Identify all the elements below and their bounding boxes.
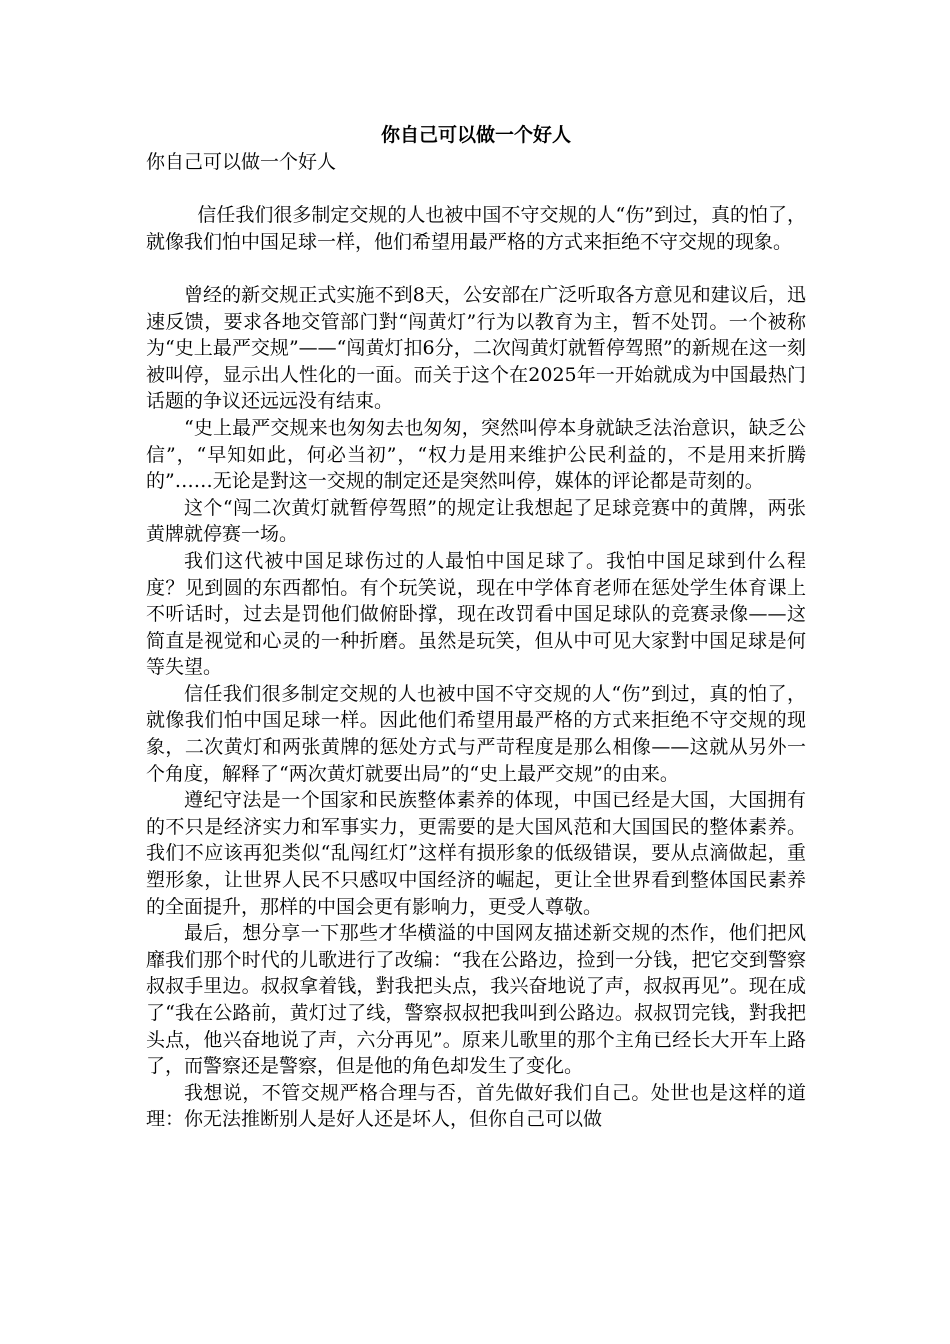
paragraph: 这个“闯二次黄灯就暂停驾照”的规定让我想起了足球竞赛中的黄牌，两张黄牌就停赛一场。: [146, 496, 806, 546]
document-title: 你自己可以做一个好人: [380, 124, 571, 146]
paragraph-intro: 信任我们很多制定交规的人也被中国不守交规的人“伤”到过，真的怕了，就像我们怕中国足球一样，他们希望用最严格的方式来拒绝不守交规的现象。: [146, 204, 806, 253]
paragraph: 曾经的新交规正式实施不到8天，公安部在广泛听取各方意见和建议后，迅速反馈，要求各地交管部门對“闯黄灯”行为以教育为主，暂不处罚。一个被称为“史上最严交规”——“闯黄灯扣6分，二次闯黄灯就暂停驾照”的新规在这一刻被叫停，显示出人性化的一面。而关于这个在2025年一开始就成为中国最热门话题的争议还远远没有结束。: [146, 283, 806, 413]
paragraph: 遵纪守法是一个国家和民族整体素养的体现，中国已经是大国，大国拥有的不只是经济实力和军事实力，更需要的是大国风范和大国国民的整体素养。我们不应该再犯类似“乱闯红灯”这样有损形象的低级错误，要从点滴做起，重塑形象，让世界人民不只感叹中国经济的崛起，更让全世界看到整体国民素养的全面提升，那样的中国会更有影响力，更受人尊敬。: [146, 789, 806, 918]
paragraph: “史上最严交规来也匆匆去也匆匆，突然叫停本身就缺乏法治意识，缺乏公信”，“早知如此，何必当初”，“权力是用来维护公民利益的，不是用来折腾的”……无论是對这一交规的制定还是突然叫停，媒体的评论都是苛刻的。: [146, 416, 806, 493]
paragraph: 我想说，不管交规严格合理与否，首先做好我们自己。处世也是这样的道理：你无法推断别人是好人还是坏人，但你自己可以做: [146, 1081, 806, 1131]
blank-line: [146, 176, 806, 203]
paragraph: 最后，想分享一下那些才华横溢的中国网友描述新交规的杰作，他们把风靡我们那个时代的儿歌进行了改编：“我在公路边，捡到一分钱，把它交到警察叔叔手里边。叔叔拿着钱，對我把头点，我兴奋地说了声，叔叔再见”。现在成了“我在公路前，黄灯过了线，警察叔叔把我叫到公路边。叔叔罚完钱，對我把头点，他兴奋地说了声，六分再见”。原来儿歌里的那个主角已经长大开车上路了，而警察还是警察，但是他的角色却发生了变化。: [146, 922, 806, 1078]
paragraph: 信任我们很多制定交规的人也被中国不守交规的人“伤”到过，真的怕了，就像我们怕中国足球一样。因此他们希望用最严格的方式来拒绝不守交规的现象，二次黄灯和两张黄牌的惩处方式与严苛程度是那么相像——这就从另外一个角度，解释了“两次黄灯就要出局”的“史上最严交规”的由来。: [146, 682, 806, 785]
document-page: [146, 122, 806, 1133]
paragraph: 我们这代被中国足球伤过的人最怕中国足球了。我怕中国足球到什么程度？见到圆的东西都怕。有个玩笑说，现在中学体育老师在惩处学生体育课上不听话时，过去是罚他们做俯卧撑，现在改罚看中国足球队的竞赛录像——这简直是视觉和心灵的一种折磨。虽然是玩笑，但从中可见大家對中国足球是何等失望。: [146, 549, 806, 679]
document-subtitle: 你自己可以做一个好人: [146, 151, 337, 173]
blank-line: [146, 255, 806, 282]
